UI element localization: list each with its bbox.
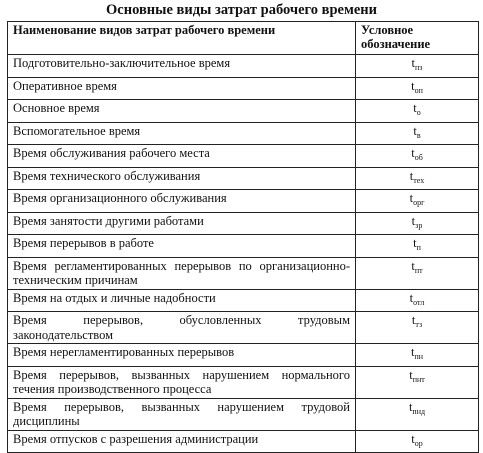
cost-type-name: Время регламентированных перерывов по организационно-техническим причинам [8,257,356,289]
table-row [8,122,479,145]
symbol-base: t [411,313,416,327]
table-header-row [8,22,479,55]
symbol-base: t [411,258,415,273]
cost-type-name: Время перерывов, вызванных нарушением трудовой дисциплины [8,398,356,430]
symbol-base: t [413,123,417,138]
table-row [8,77,479,100]
document-title: Основные виды затрат рабочего времени [106,2,377,18]
symbol-subscript: отл [413,297,425,307]
symbol-subscript: орг [413,198,425,207]
cost-type-symbol [356,344,479,367]
symbol-subscript: пнт [412,374,425,384]
cost-type-name: Время перерывов, обусловленных трудовым законодательством [8,312,356,344]
symbol-subscript: пнд [412,406,426,416]
cost-type-symbol [356,122,479,145]
header-name: Наименование видов затрат рабочего времени [8,22,356,55]
symbol-base: t [409,191,414,205]
symbol-base: t [411,78,415,93]
cost-type-name: Время занятости другими работами [8,212,356,235]
table-body [8,55,479,453]
symbol-base: t [409,168,414,183]
cost-type-name: Время перерывов в работе [8,235,356,258]
symbol-subscript: п [416,243,421,252]
symbol-subscript: ор [414,438,423,448]
table-row [8,212,479,235]
cost-type-symbol [356,366,479,398]
cost-type-name: Время нерегламентированных перерывов [8,344,356,367]
table-row [8,190,479,213]
table-row [8,366,479,398]
cost-type-symbol [356,398,479,430]
table-row [8,167,479,190]
symbol-base: t [410,345,415,359]
symbol-subscript: в [416,130,421,140]
cost-type-symbol [356,289,479,312]
cost-type-symbol [356,257,479,289]
header-symbol: Условное обозначение [356,22,479,55]
symbol-base: t [413,236,417,250]
cost-type-symbol [356,167,479,190]
cost-type-name: Время технического обслуживания [8,167,356,190]
cost-type-symbol [356,312,479,344]
table-row [8,289,479,312]
table-row [8,235,479,258]
cost-type-symbol [356,235,479,258]
cost-type-symbol [356,55,479,78]
symbol-subscript: о [416,108,421,117]
symbol-base: t [413,101,417,115]
cost-type-symbol [356,77,479,100]
symbol-subscript: тех [413,175,425,185]
table-row [8,312,479,344]
cost-type-name: Вспомогательное время [8,122,356,145]
cost-type-name: Основное время [8,100,356,123]
table-row [8,344,479,367]
symbol-subscript: оп [414,85,423,95]
cost-type-symbol [356,190,479,213]
symbol-base: t [411,213,416,228]
cost-type-symbol [356,100,479,123]
symbol-base: t [411,431,415,446]
table-row [8,398,479,430]
cost-type-symbol [356,212,479,235]
work-time-table [7,21,479,453]
cost-type-name: Время на отдых и личные надобности [8,289,356,312]
symbol-subscript: об [414,153,423,162]
table-row [8,145,479,168]
symbol-subscript: тз [415,320,423,329]
cost-type-symbol [356,145,479,168]
table-row [8,257,479,289]
table-row [8,100,479,123]
symbol-subscript: пт [414,265,423,275]
symbol-base: t [411,56,416,70]
symbol-base: t [408,399,413,414]
symbol-subscript: пз [415,63,423,72]
cost-type-name: Оперативное время [8,77,356,100]
cost-type-name: Подготовительно-заключительное время [8,55,356,78]
cost-type-name: Время обслуживания рабочего места [8,145,356,168]
cost-type-symbol [356,430,479,453]
symbol-subscript: зр [415,220,423,230]
cost-type-name: Время перерывов, вызванных нарушением нормального течения производственного процесса [8,366,356,398]
symbol-base: t [409,290,414,305]
cost-type-name: Время отпусков с разрешения администрации [8,430,356,453]
table-row [8,55,479,78]
symbol-subscript: пн [414,352,424,361]
symbol-base: t [409,367,413,382]
symbol-base: t [411,146,415,160]
cost-type-name: Время организационного обслуживания [8,190,356,213]
table-row [8,430,479,453]
